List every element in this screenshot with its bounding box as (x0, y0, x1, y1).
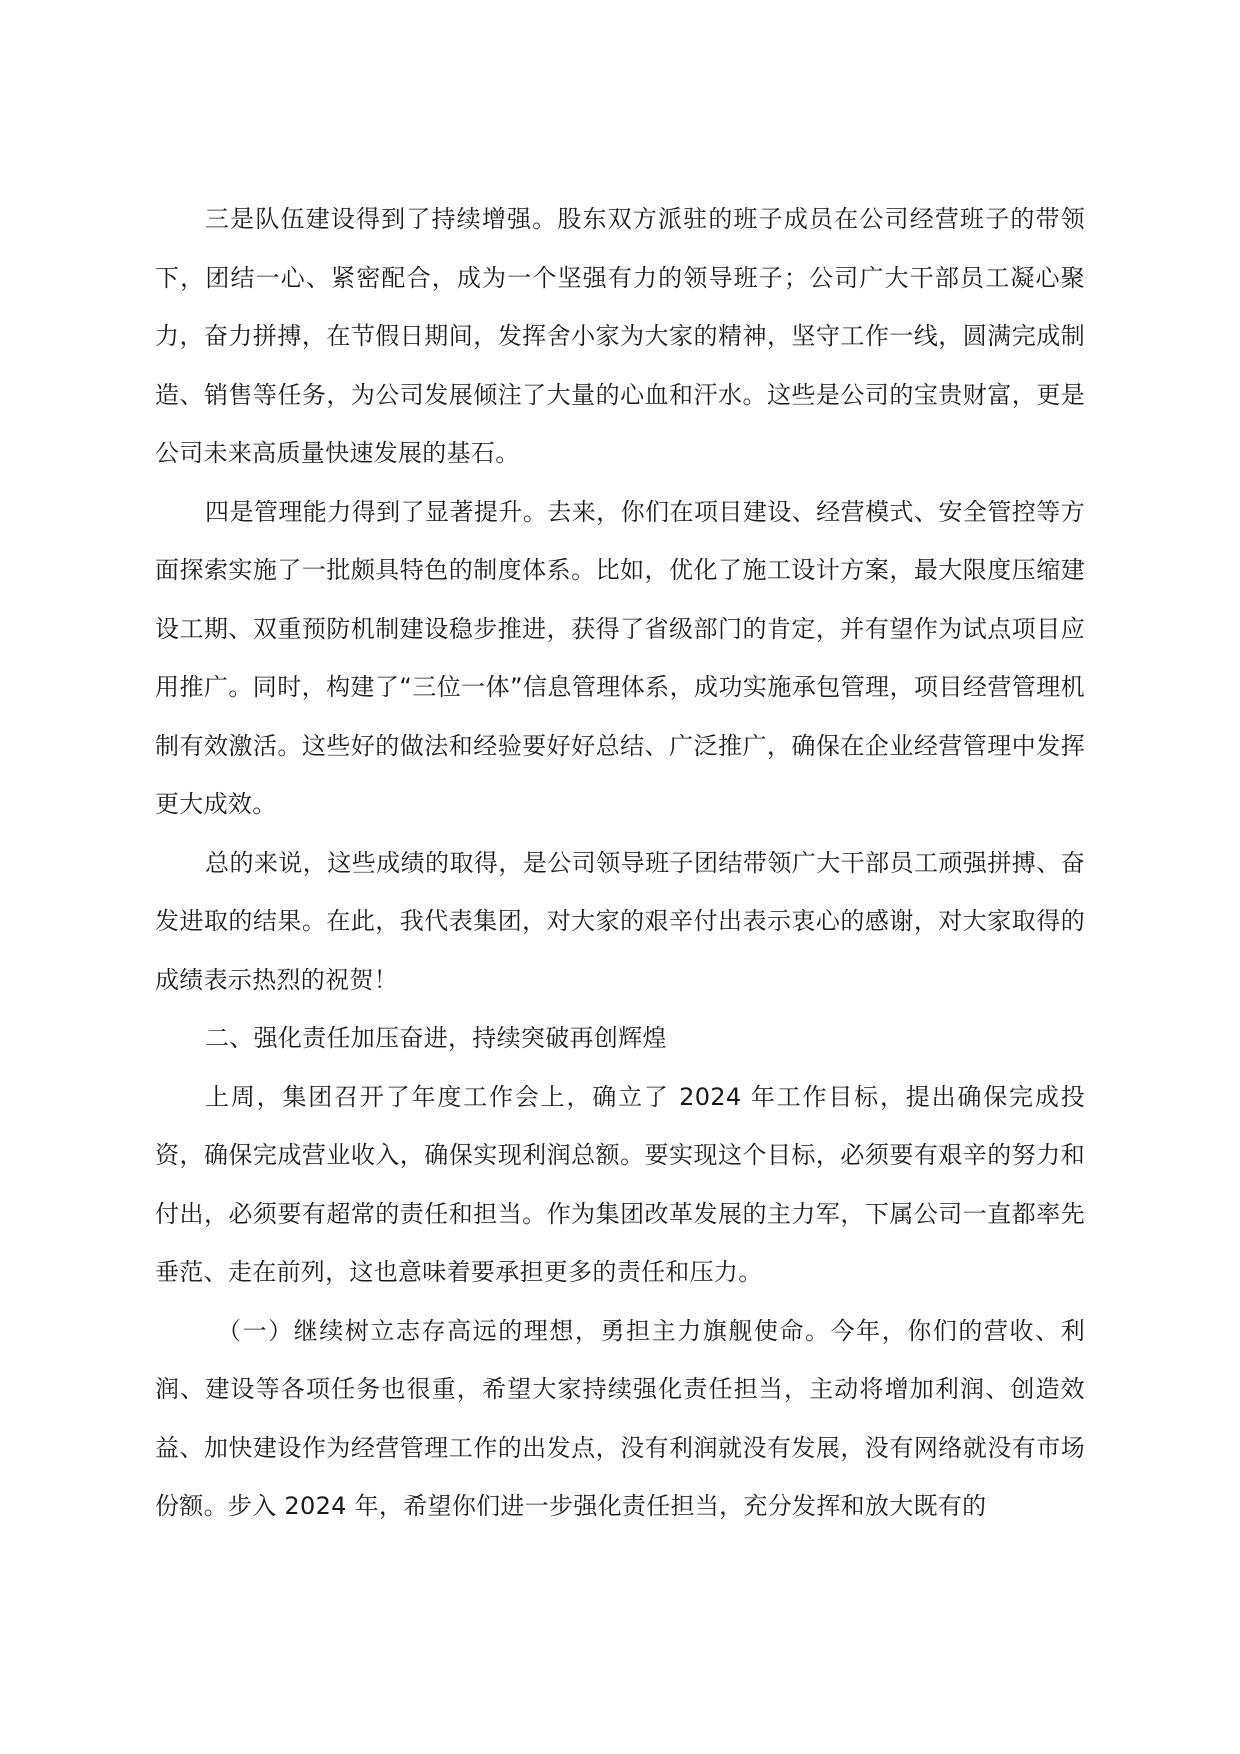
document-body (155, 190, 1085, 1536)
paragraph-annual-goals: 上周，集团召开了年度工作会上，确立了 2024 年工作目标，提出确保完成投资，确保完成营业收入，确保实现利润总额。要实现这个目标，必须要有艰辛的努力和付出，必须要有超常的责任和担当。作为集团改革发展的主力军，下属公司一直都率先垂范、走在前列，这也意味着要承担更多的责任和压力。 (155, 1082, 1085, 1286)
paragraph-team-building: 三是队伍建设得到了持续增强。股东双方派驻的班子成员在公司经营班子的带领下，团结一心、紧密配合，成为一个坚强有力的领导班子；公司广大干部员工凝心聚力，奋力拼搏，在节假日期间，发挥舍小家为大家的精神，坚守工作一线，圆满完成制造、销售等任务，为公司发展倾注了大量的心血和汗水。这些是公司的宝贵财富，更是公司未来高质量快速发展的基石。 (155, 205, 1085, 467)
paragraph-subsection-1: （一）继续树立志存高远的理想，勇担主力旗舰使命。今年，你们的营收、利润、建设等各项任务也很重，希望大家持续强化责任担当，主动将增加利润、创造效益、加快建设作为经营管理工作的出发点，没有利润就没有发展，没有网络就没有市场份额。步入 2024 年，希望你们进一步强化责任担当，充分发挥和放大既有的 (155, 1316, 1085, 1520)
paragraph-management-capability: 四是管理能力得到了显著提升。去来，你们在项目建设、经营模式、安全管控等方面探索实施了一批颇具特色的制度体系。比如，优化了施工设计方案，最大限度压缩建设工期、双重预防机制建设稳步推进，获得了省级部门的肯定，并有望作为试点项目应用推广。同时，构建了“三位一体”信息管理体系，成功实施承包管理，项目经营管理机制有效激活。这些好的做法和经验要好好总结、广泛推广，确保在企业经营管理中发挥更大成效。 (155, 497, 1085, 818)
section-heading-2: 二、强化责任加压奋进，持续突破再创辉煌 (205, 1024, 667, 1052)
paragraph-summary: 总的来说，这些成绩的取得，是公司领导班子团结带领广大干部员工顽强拼搏、奋发进取的结果。在此，我代表集团，对大家的艰辛付出表示衷心的感谢，对大家取得的成绩表示热烈的祝贺！ (155, 848, 1085, 994)
